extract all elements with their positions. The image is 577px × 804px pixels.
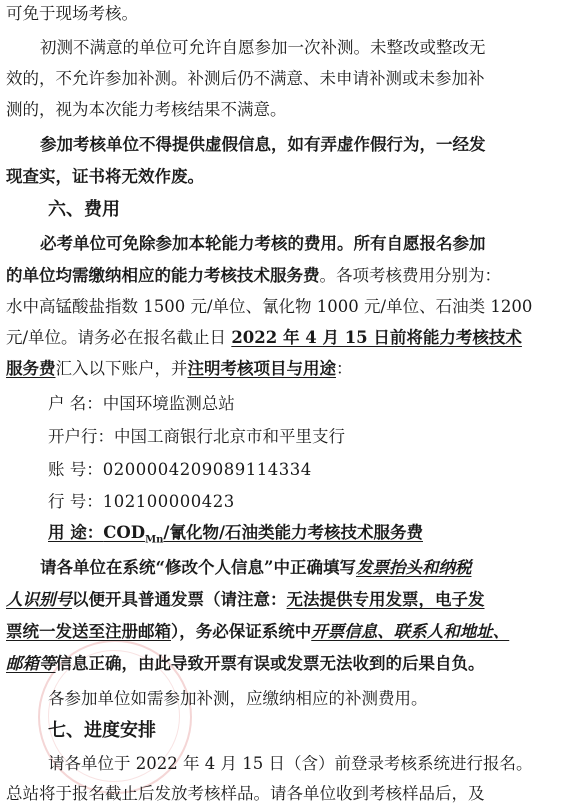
exempt-text-tail: 可免于现场考核。: [6, 4, 138, 23]
retest-para-line-1: 初测不满意的单位可允许自愿参加一次补测。未整改或整改无: [40, 38, 486, 57]
section-6-heading: 六、费用: [48, 199, 120, 220]
invoice-line-1: 请各单位在系统“修改个人信息”中正确填写发票抬头和纳税: [40, 558, 472, 577]
fees-line-1: 必考单位可免除参加本轮能力考核的费用。所有自愿报名参加: [40, 234, 486, 253]
account-name-row: 户 名：中国环境监测总站: [48, 394, 235, 413]
schedule-line-2: 总站将于报名截止后发放考核样品。请各单位收到考核样品后，及: [6, 784, 485, 803]
account-bank-row: 开户行：中国工商银行北京市和平里支行: [48, 427, 345, 446]
false-info-para-line-2: 现查实，证书将无效作废。: [6, 167, 204, 186]
fees-line-5: 服务费汇入以下账户，并注明考核项目与用途：: [6, 359, 353, 378]
invoice-line-2: 人识别号以便开具普通发票（请注意：无法提供专用发票，电子发: [6, 590, 485, 609]
false-info-para-line-1: 参加考核单位不得提供虚假信息，如有弄虚作假行为，一经发: [40, 135, 486, 154]
schedule-line-1: 请各单位于 2022 年 4 月 15 日（含）前登录考核系统进行报名。: [48, 754, 533, 773]
section-7-heading: 七、进度安排: [48, 720, 156, 741]
account-code-row: 行 号：102100000423: [48, 492, 235, 511]
retest-para-line-2: 效的，不允许参加补测。补测后仍不满意、未申请补测或未参加补: [6, 69, 485, 88]
account-purpose-row: 用 途：$COD_{Mn}/$氰化物/石油类能力考核技术服务费: [48, 523, 423, 546]
fees-line-4: 元/单位。请务必在报名截止日 2022 年 4 月 15 日前将能力考核技术: [6, 328, 522, 347]
fees-line-2: 的单位均需缴纳相应的能力考核技术服务费。各项考核费用分别为：: [6, 266, 501, 285]
invoice-line-3: 票统一发送至注册邮箱），务必保证系统中开票信息、联系人和地址、: [6, 622, 510, 641]
fees-line-3: 水中高锰酸盐指数 1500 元/单位、氰化物 1000 元/单位、石油类 1200: [6, 297, 533, 316]
invoice-line-4: 邮箱等信息正确，由此导致开票有误或发票无法收到的后果自负。: [6, 654, 485, 673]
account-number-row: 账 号：0200004209089114334: [48, 460, 312, 479]
retest-para-line-3: 测的，视为本次能力考核结果不满意。: [6, 100, 287, 119]
retest-fee-line: 各参加单位如需参加补测，应缴纳相应的补测费用。: [48, 689, 428, 708]
